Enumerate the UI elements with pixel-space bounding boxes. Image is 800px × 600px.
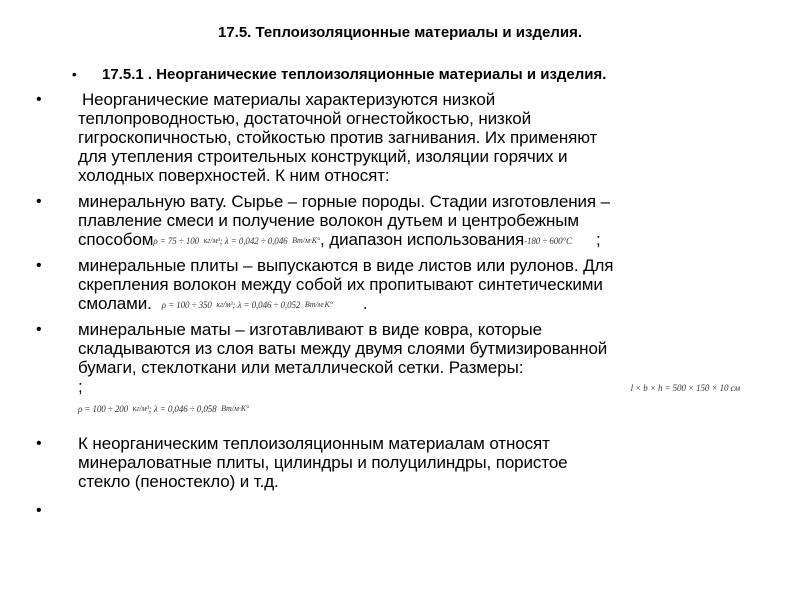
list-item-empty [30, 501, 778, 520]
bullet-point: • [36, 502, 42, 519]
text-line: минеральные маты – изготавливают в виде ковра, которые [78, 320, 542, 339]
density-unit: кг/м³ [203, 235, 220, 245]
text-line: стекло (пеностекло) и т.д. [78, 472, 279, 491]
conductivity-unit: Вт/м·К° [304, 299, 333, 309]
text-line: минеральные плиты – выпускаются в виде листов или рулонов. Для [78, 256, 614, 275]
list-item-mineral-boards [30, 256, 778, 313]
text-line-with-formula [78, 377, 778, 396]
density-formula: ρ = 100 ÷ 200 [78, 403, 129, 414]
density-unit: кг/м³ [216, 299, 233, 309]
bullet-point: • [36, 257, 42, 274]
text-line: холодных поверхностей. К ним относят: [78, 166, 390, 185]
text-line: для утепления строительных конструкций, изоляции горячих и [78, 147, 568, 166]
size-formula: l × b × h = 500 × 150 × 10 см [630, 382, 741, 393]
density-unit: кг/м³ [132, 403, 149, 413]
text-fragment: ; [595, 230, 601, 249]
text-line-with-formula [78, 230, 778, 249]
list-item-other-materials [30, 434, 778, 491]
text-line: минеральную вату. Сырье – горные породы. Стадии изготовления – [78, 192, 610, 211]
section-heading-text: 17.5.1 . Неорганические теплоизоляционные материалы и изделия. [102, 66, 607, 83]
text-line: К неорганическим теплоизоляционным материалам относят [78, 434, 550, 453]
text-line: плавление смеси и получение волокон дутьем и центробежным [78, 211, 580, 230]
text-line: Неорганические материалы характеризуются низкой [82, 90, 496, 109]
bullet-point: • [36, 321, 42, 338]
temperature-range-formula: -180 ÷ 600°C [524, 235, 572, 246]
formula-line [78, 396, 778, 420]
conductivity-unit: Вт/м·К° [221, 403, 250, 413]
bullet-point: • [36, 193, 42, 210]
bullet-point: • [36, 435, 42, 452]
conductivity-unit: Вт/м·К° [292, 235, 321, 245]
text-line: гигроскопичностью, стойкостью против загнивания. Их применяют [78, 128, 598, 147]
text-line: скрепления волокон между собой их пропитывают синтетическими [78, 275, 603, 294]
text-fragment: ; [78, 377, 83, 396]
density-formula: ρ = 100 ÷ 350 [161, 299, 212, 310]
text-fragment: , диапазон использования [320, 230, 525, 249]
section-heading [72, 66, 606, 83]
list-item-intro [30, 90, 778, 185]
text-fragment: . [362, 294, 368, 313]
slide-title: 17.5. Теплоизоляционные материалы и изделия. [217, 24, 583, 41]
text-line: минераловатные плиты, цилиндры и полуцилиндры, пористое [78, 453, 568, 472]
text-fragment: способом [78, 230, 154, 249]
bullet-point: • [72, 67, 77, 82]
conductivity-formula: ; λ = 0,042 ÷ 0,046 [219, 235, 288, 246]
conductivity-formula: ; λ = 0,046 ÷ 0,058 [148, 403, 217, 414]
text-fragment: смолами. [78, 294, 152, 313]
list-item-mineral-wool [30, 192, 778, 249]
bullet-point: • [36, 91, 42, 108]
text-line: складываются из слоя ваты между двумя слоями бутмизированной [78, 339, 608, 358]
text-line: бумаги, стеклоткани или металлической сетки. Размеры: [78, 358, 524, 377]
density-formula: ρ = 75 ÷ 100 [153, 235, 200, 246]
conductivity-formula: ; λ = 0,046 ÷ 0,052 [232, 299, 301, 310]
text-line-with-formula [78, 294, 778, 313]
text-line: теплопроводностью, достаточной огнестойкостью, низкой [78, 109, 532, 128]
list-item-mineral-mats [30, 320, 778, 420]
content-list [30, 88, 778, 520]
